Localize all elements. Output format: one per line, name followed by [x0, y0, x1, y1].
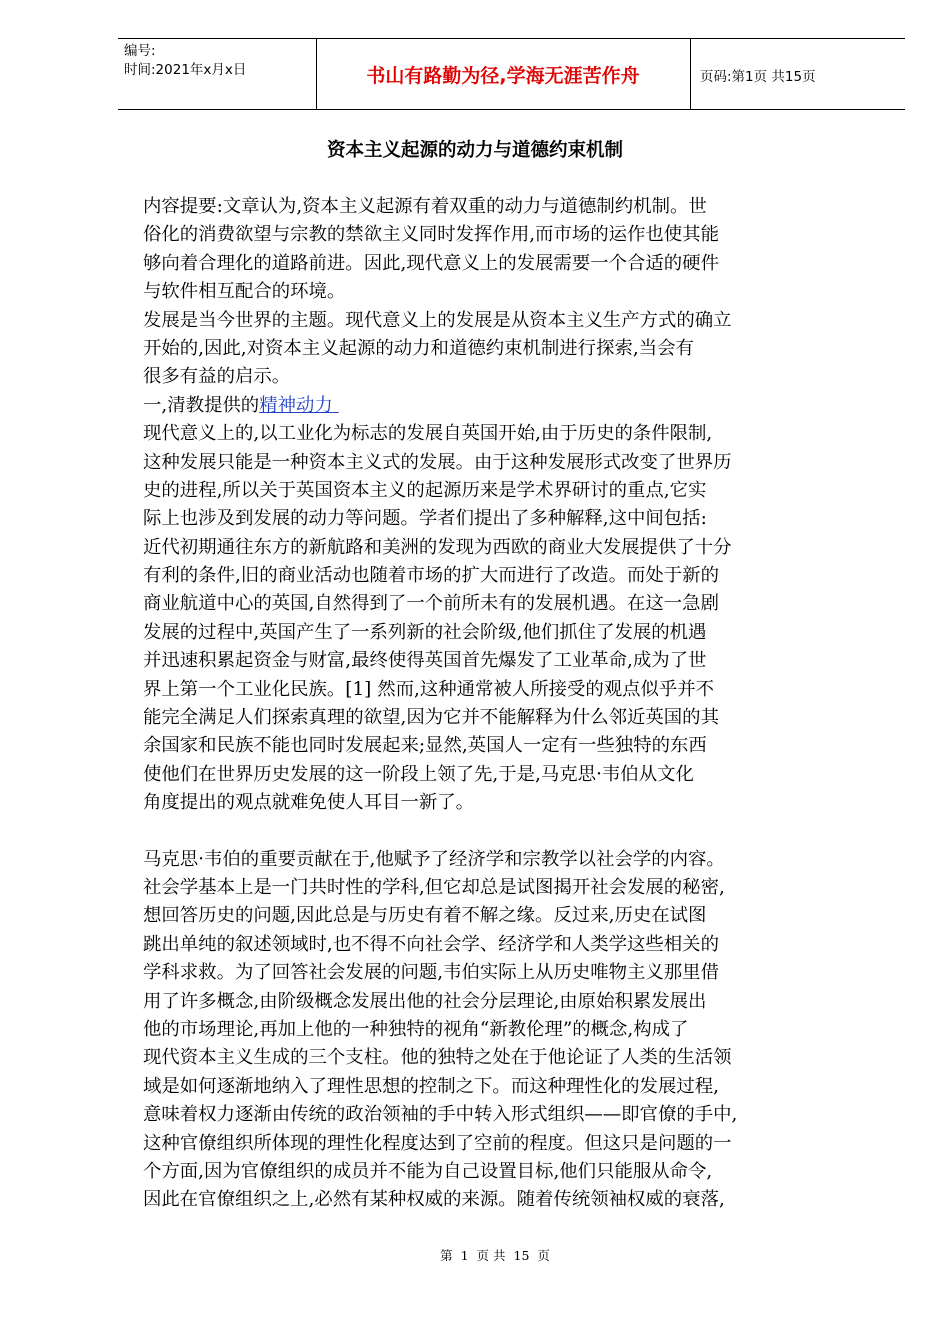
weber-paragraph	[143, 846, 863, 1215]
text-line: 商业航道中心的英国,自然得到了一个前所未有的发展机遇。在这一急剧	[143, 593, 719, 615]
footer-middle: 页 共	[476, 1248, 506, 1263]
text-line: 史的进程,所以关于英国资本主义的起源历来是学术界研讨的重点,它实	[143, 479, 707, 501]
text-line: 界上第一个工业化民族。[1] 然而,这种通常被人所接受的观点似乎并不	[143, 678, 715, 700]
number-label: 编号:	[124, 43, 156, 59]
text-line: 他的市场理论,再加上他的一种独特的视角“新教伦理”的概念,构成了	[143, 1018, 689, 1040]
text-line: 域是如何逐渐地纳入了理性思想的控制之下。而这种理性化的发展过程,	[143, 1075, 719, 1097]
text-line: 近代初期通往东方的新航路和美洲的发现为西欧的商业大发展提供了十分	[143, 536, 732, 558]
text-line: 现代资本主义生成的三个支柱。他的独特之处在于他论证了人类的生活领	[143, 1047, 732, 1069]
text-line: 用了许多概念,由阶级概念发展出他的社会分层理论,由原始积累发展出	[143, 990, 707, 1012]
text-line: 这种官僚组织所体现的理性化程度达到了空前的程度。但这只是问题的一	[143, 1132, 732, 1154]
paragraph-gap	[143, 818, 863, 846]
footer-prefix: 第	[440, 1248, 453, 1263]
text-line: 跳出单纯的叙述领域时,也不得不向社会学、经济学和人类学这些相关的	[143, 933, 719, 955]
text-line: 这种发展只能是一种资本主义式的发展。由于这种发展形式改变了世界历	[143, 451, 732, 473]
footer-page-number: 1	[460, 1248, 469, 1263]
text-line: 因此在官僚组织之上,必然有某种权威的来源。随着传统领袖权威的衰落,	[143, 1189, 725, 1211]
page-footer	[0, 1246, 950, 1264]
text-line: 个方面,因为官僚组织的成员并不能为自己设置目标,他们只能服从命令,	[143, 1160, 713, 1182]
text-line: 余国家和民族不能也同时发展起来;显然,英国人一定有一些独特的东西	[143, 735, 707, 757]
text-line: 与软件相互配合的环境。	[143, 281, 346, 303]
text-line: 际上也涉及到发展的动力等问题。学者们提出了多种解释,这中间包括:	[143, 508, 707, 530]
header-motto: 书山有路勤为径,学海无涯苦作舟	[366, 64, 640, 87]
section-paragraph	[143, 420, 863, 817]
text-line: 发展的过程中,英国产生了一系列新的社会阶级,他们抓住了发展的机遇	[143, 621, 707, 643]
footer-total-pages: 15	[513, 1248, 530, 1263]
spiritual-motive-link[interactable]: 精神动力	[259, 394, 333, 416]
text-line: 马克思·韦伯的重要贡献在于,他赋予了经济学和宗教学以社会学的内容。	[143, 848, 725, 870]
text-line: 并迅速积累起资金与财富,最终使得英国首先爆发了工业革命,成为了世	[143, 650, 707, 672]
text-line: 能完全满足人们探索真理的欲望,因为它并不能解释为什么邻近英国的其	[143, 707, 719, 729]
document-body	[143, 193, 863, 1215]
abstract-paragraph	[143, 193, 863, 307]
text-line: 社会学基本上是一门共时性的学科,但它却总是试图揭开社会发展的秘密,	[143, 876, 725, 898]
text-line: 够向着合理化的道路前进。因此,现代意义上的发展需要一个合适的硬件	[143, 252, 719, 274]
text-line: 想回答历史的问题,因此总是与历史有着不解之缘。反过来,历史在试图	[143, 905, 707, 927]
intro-paragraph	[143, 307, 863, 392]
section-heading-prefix: 一,清教提供的	[143, 394, 260, 416]
header-meta	[124, 42, 246, 80]
text-line: 使他们在世界历史发展的这一阶段上领了先,于是,马克思·韦伯从文化	[143, 763, 694, 785]
time-label: 时间:2021年x月x日	[124, 62, 247, 78]
footer-suffix: 页	[537, 1248, 550, 1263]
text-line: 发展是当今世界的主题。现代意义上的发展是从资本主义生产方式的确立	[143, 309, 732, 331]
document-title: 资本主义起源的动力与道德约束机制	[326, 140, 623, 161]
text-line: 俗化的消费欲望与宗教的禁欲主义同时发挥作用,而市场的运作也使其能	[143, 224, 719, 246]
text-line: 学科求救。为了回答社会发展的问题,韦伯实际上从历史唯物主义那里借	[143, 962, 719, 984]
section-heading	[143, 392, 863, 420]
header-page-info: 页码:第1页 共15页	[700, 69, 816, 85]
header-table	[118, 38, 905, 110]
text-line: 有利的条件,旧的商业活动也随着市场的扩大而进行了改造。而处于新的	[143, 565, 719, 587]
text-line: 现代意义上的,以工业化为标志的发展自英国开始,由于历史的条件限制,	[143, 423, 713, 445]
text-line: 开始的,因此,对资本主义起源的动力和道德约束机制进行探索,当会有	[143, 337, 694, 359]
header-divider	[690, 39, 691, 109]
text-line: 很多有益的启示。	[143, 366, 291, 388]
text-line: 意味着权力逐渐由传统的政治领袖的手中转入形式组织——即官僚的手中,	[143, 1104, 738, 1126]
text-line: 角度提出的观点就难免使人耳目一新了。	[143, 792, 475, 814]
text-line: 内容提要:文章认为,资本主义起源有着双重的动力与道德制约机制。世	[143, 196, 707, 217]
